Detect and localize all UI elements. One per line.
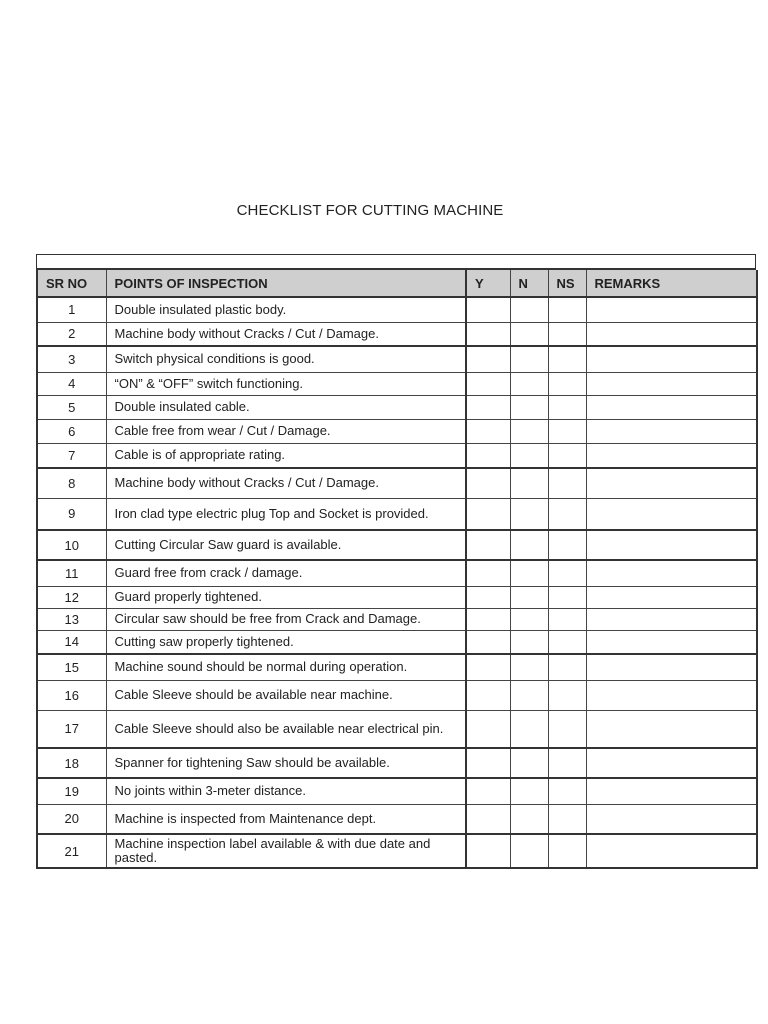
table-row: [37, 834, 757, 868]
ns-cell[interactable]: [548, 468, 586, 498]
y-cell[interactable]: [466, 710, 510, 748]
ns-cell[interactable]: [548, 395, 586, 419]
n-cell[interactable]: [510, 654, 548, 680]
inspection-point-cell: “ON” & “OFF” switch functioning.: [106, 372, 466, 395]
inspection-point-cell: Guard properly tightened.: [106, 586, 466, 608]
n-cell[interactable]: [510, 560, 548, 586]
ns-cell[interactable]: [548, 710, 586, 748]
sr-no-cell: 2: [37, 322, 106, 346]
y-cell[interactable]: [466, 530, 510, 560]
ns-cell[interactable]: [548, 346, 586, 372]
y-cell[interactable]: [466, 346, 510, 372]
y-cell[interactable]: [466, 654, 510, 680]
sr-no-cell: 7: [37, 443, 106, 468]
y-cell[interactable]: [466, 419, 510, 443]
y-cell[interactable]: [466, 443, 510, 468]
header-remarks: REMARKS: [586, 270, 757, 297]
inspection-point-cell: Machine is inspected from Maintenance dept.: [106, 804, 466, 834]
y-cell[interactable]: [466, 804, 510, 834]
ns-cell[interactable]: [548, 443, 586, 468]
table-row: [37, 322, 757, 346]
remarks-cell[interactable]: [586, 297, 757, 322]
remarks-cell[interactable]: [586, 372, 757, 395]
table-row: [37, 654, 757, 680]
y-cell[interactable]: [466, 834, 510, 868]
n-cell[interactable]: [510, 804, 548, 834]
sr-no-cell: 18: [37, 748, 106, 778]
table-top-strip: [36, 254, 756, 270]
ns-cell[interactable]: [548, 530, 586, 560]
inspection-point-cell: Cable Sleeve should also be available near electrical pin.: [106, 710, 466, 748]
inspection-point-cell: Cutting Circular Saw guard is available.: [106, 530, 466, 560]
n-cell[interactable]: [510, 680, 548, 710]
y-cell[interactable]: [466, 372, 510, 395]
ns-cell[interactable]: [548, 297, 586, 322]
sr-no-cell: 20: [37, 804, 106, 834]
inspection-point-cell: Machine inspection label available & with due date and pasted.: [106, 834, 466, 868]
table-row: [37, 560, 757, 586]
sr-no-cell: 10: [37, 530, 106, 560]
table-row: [37, 468, 757, 498]
remarks-cell[interactable]: [586, 395, 757, 419]
table-row: [37, 586, 757, 608]
table-row: [37, 372, 757, 395]
remarks-cell[interactable]: [586, 346, 757, 372]
inspection-point-cell: Machine body without Cracks / Cut / Damage.: [106, 468, 466, 498]
sr-no-cell: 9: [37, 498, 106, 530]
sr-no-cell: 11: [37, 560, 106, 586]
header-points: POINTS OF INSPECTION: [106, 270, 466, 297]
remarks-cell[interactable]: [586, 586, 757, 608]
remarks-cell[interactable]: [586, 630, 757, 654]
ns-cell[interactable]: [548, 322, 586, 346]
remarks-cell[interactable]: [586, 748, 757, 778]
sr-no-cell: 12: [37, 586, 106, 608]
remarks-cell[interactable]: [586, 654, 757, 680]
remarks-cell[interactable]: [586, 560, 757, 586]
inspection-point-cell: Circular saw should be free from Crack and Damage.: [106, 608, 466, 630]
n-cell[interactable]: [510, 297, 548, 322]
n-cell[interactable]: [510, 778, 548, 804]
inspection-point-cell: Machine sound should be normal during operation.: [106, 654, 466, 680]
inspection-point-cell: Guard free from crack / damage.: [106, 560, 466, 586]
table-row: [37, 443, 757, 468]
remarks-cell[interactable]: [586, 834, 757, 868]
remarks-cell[interactable]: [586, 530, 757, 560]
sr-no-cell: 15: [37, 654, 106, 680]
header-sr-no: SR NO: [37, 270, 106, 297]
sr-no-cell: 8: [37, 468, 106, 498]
n-cell[interactable]: [510, 586, 548, 608]
ns-cell[interactable]: [548, 748, 586, 778]
sr-no-cell: 4: [37, 372, 106, 395]
inspection-point-cell: Cable Sleeve should be available near machine.: [106, 680, 466, 710]
checklist-sheet: [36, 254, 756, 869]
sr-no-cell: 3: [37, 346, 106, 372]
ns-cell[interactable]: [548, 419, 586, 443]
ns-cell[interactable]: [548, 680, 586, 710]
n-cell[interactable]: [510, 710, 548, 748]
y-cell[interactable]: [466, 468, 510, 498]
y-cell[interactable]: [466, 560, 510, 586]
n-cell[interactable]: [510, 372, 548, 395]
remarks-cell[interactable]: [586, 680, 757, 710]
table-row: [37, 630, 757, 654]
remarks-cell[interactable]: [586, 608, 757, 630]
page-title: CHECKLIST FOR CUTTING MACHINE: [236, 202, 504, 219]
n-cell[interactable]: [510, 395, 548, 419]
sr-no-cell: 19: [37, 778, 106, 804]
sr-no-cell: 16: [37, 680, 106, 710]
table-row: [37, 498, 757, 530]
ns-cell[interactable]: [548, 560, 586, 586]
inspection-point-cell: Cable free from wear / Cut / Damage.: [106, 419, 466, 443]
inspection-point-cell: Machine body without Cracks / Cut / Damage.: [106, 322, 466, 346]
table-row: [37, 608, 757, 630]
n-cell[interactable]: [510, 468, 548, 498]
remarks-cell[interactable]: [586, 710, 757, 748]
inspection-point-cell: Cutting saw properly tightened.: [106, 630, 466, 654]
y-cell[interactable]: [466, 608, 510, 630]
table-row: [37, 530, 757, 560]
inspection-point-cell: No joints within 3-meter distance.: [106, 778, 466, 804]
table-row: [37, 710, 757, 748]
inspection-point-cell: Cable is of appropriate rating.: [106, 443, 466, 468]
table-row: [37, 804, 757, 834]
ns-cell[interactable]: [548, 586, 586, 608]
sr-no-cell: 6: [37, 419, 106, 443]
remarks-cell[interactable]: [586, 419, 757, 443]
y-cell[interactable]: [466, 680, 510, 710]
ns-cell[interactable]: [548, 372, 586, 395]
ns-cell[interactable]: [548, 804, 586, 834]
remarks-cell[interactable]: [586, 322, 757, 346]
ns-cell[interactable]: [548, 834, 586, 868]
ns-cell[interactable]: [548, 630, 586, 654]
ns-cell[interactable]: [548, 778, 586, 804]
y-cell[interactable]: [466, 322, 510, 346]
table-row: [37, 680, 757, 710]
n-cell[interactable]: [510, 322, 548, 346]
y-cell[interactable]: [466, 586, 510, 608]
table-header-row: [37, 270, 757, 297]
table-row: [37, 419, 757, 443]
header-ns: NS: [548, 270, 586, 297]
sr-no-cell: 1: [37, 297, 106, 322]
ns-cell[interactable]: [548, 498, 586, 530]
n-cell[interactable]: [510, 419, 548, 443]
sr-no-cell: 21: [37, 834, 106, 868]
y-cell[interactable]: [466, 297, 510, 322]
sr-no-cell: 5: [37, 395, 106, 419]
remarks-cell[interactable]: [586, 468, 757, 498]
inspection-point-cell: Iron clad type electric plug Top and Socket is provided.: [106, 498, 466, 530]
n-cell[interactable]: [510, 834, 548, 868]
y-cell[interactable]: [466, 630, 510, 654]
table-row: [37, 395, 757, 419]
inspection-point-cell: Switch physical conditions is good.: [106, 346, 466, 372]
remarks-cell[interactable]: [586, 778, 757, 804]
table-row: [37, 778, 757, 804]
sr-no-cell: 17: [37, 710, 106, 748]
remarks-cell[interactable]: [586, 498, 757, 530]
n-cell[interactable]: [510, 608, 548, 630]
inspection-point-cell: Double insulated plastic body.: [106, 297, 466, 322]
checklist-table: [36, 270, 758, 869]
y-cell[interactable]: [466, 395, 510, 419]
header-n: N: [510, 270, 548, 297]
n-cell[interactable]: [510, 443, 548, 468]
table-row: [37, 297, 757, 322]
remarks-cell[interactable]: [586, 804, 757, 834]
header-y: Y: [466, 270, 510, 297]
table-row: [37, 748, 757, 778]
ns-cell[interactable]: [548, 608, 586, 630]
y-cell[interactable]: [466, 778, 510, 804]
inspection-point-cell: Spanner for tightening Saw should be available.: [106, 748, 466, 778]
inspection-point-cell: Double insulated cable.: [106, 395, 466, 419]
y-cell[interactable]: [466, 748, 510, 778]
n-cell[interactable]: [510, 346, 548, 372]
n-cell[interactable]: [510, 498, 548, 530]
sr-no-cell: 13: [37, 608, 106, 630]
n-cell[interactable]: [510, 630, 548, 654]
sr-no-cell: 14: [37, 630, 106, 654]
n-cell[interactable]: [510, 748, 548, 778]
remarks-cell[interactable]: [586, 443, 757, 468]
ns-cell[interactable]: [548, 654, 586, 680]
n-cell[interactable]: [510, 530, 548, 560]
y-cell[interactable]: [466, 498, 510, 530]
table-row: [37, 346, 757, 372]
